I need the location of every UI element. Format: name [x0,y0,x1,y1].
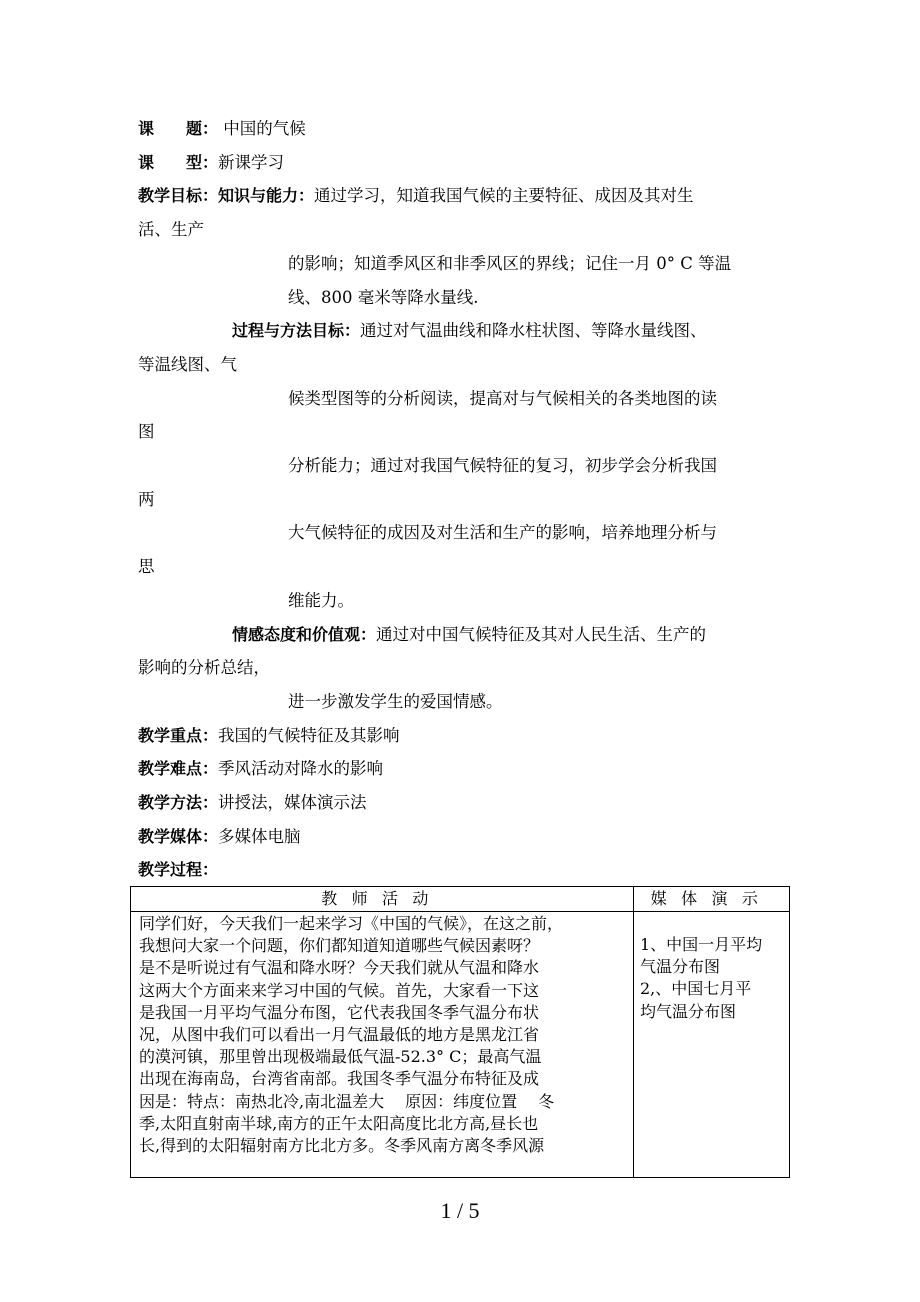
field-text: 讲授法，媒体演示法 [218,793,367,812]
teacher-activity-line: 长,得到的太阳辐射南方比北方多。冬季风南方离冬季风源 [139,1136,545,1156]
teacher-activity-line: 因是：特点：南热北冷,南北温差大 原因：纬度位置 冬 [139,1091,555,1111]
field-text: 季风活动对降水的影响 [218,759,384,779]
media-demo-cell [634,912,790,1178]
document-line [288,692,503,712]
document-line [288,389,717,409]
field-text: 的影响；知道季风区和非季风区的界线；记住一月 0° C 等温 [288,253,732,273]
field-label: 教学难点： [138,759,219,779]
field-text: 新课学习 [218,152,285,172]
teacher-activity-line: 是我国一月平均气温分布图，它代表我国冬季气温分布状 [139,1002,540,1022]
teacher-activity-line: 是不是听说过有气温和降水呀？今天我们就从气温和降水 [139,958,540,978]
field-label: 课 型： [138,152,219,172]
document-line [288,591,354,611]
field-text: 进一步激发学生的爱国情感。 [288,691,503,711]
field-text: 通过学习，知道我国气候的主要特征、成因及其对生 [314,186,694,206]
page-number: 1 / 5 [440,1198,480,1223]
document-line [288,288,478,308]
field-text: 影响的分析总结， [138,658,270,678]
field-label: 课 题： [138,119,219,138]
document-line [138,355,237,375]
field-text: 维能力。 [288,590,354,610]
field-text: 等温线图、气 [138,354,237,374]
field-label: 过程与方法目标： [232,321,361,341]
field-text: 两 [138,489,155,509]
document-line [138,793,367,813]
teacher-activity-cell [131,912,634,1178]
header-media-demo: 媒体演示 [634,887,790,912]
document-line [138,860,218,880]
document-line [232,625,706,645]
document-line [138,658,270,678]
document-line [288,456,717,476]
teacher-activity-line: 我想问大家一个问题，你们都知道知道哪些气候因素呀？ [139,936,540,956]
table-header-row [131,887,790,912]
field-text: 候类型图等的分析阅读，提高对与气候相关的各类地图的读 [288,388,717,408]
field-text: 大气候特征的成因及对生活和生产的影响，培养地理分析与 [288,523,717,543]
media-demo-line: 气温分布图 [640,957,721,977]
teacher-activity-line: 季,太阳直射南半球,南方的正午太阳高度比北方高,昼长也 [139,1113,539,1133]
field-text: 活、生产 [138,220,204,240]
teacher-activity-line: 出现在海南岛，台湾省南部。我国冬季气温分布特征及成 [139,1069,540,1089]
document-line [288,523,717,543]
field-label: 教学过程： [138,860,219,880]
field-text: 图 [138,422,155,442]
document-line [138,220,204,240]
document-line [138,422,155,442]
media-demo-line: 1、中国一月平均 [640,935,763,954]
document-line [138,119,306,139]
document-line [138,153,284,173]
field-text: 通过对中国气候特征及其对人民生活、生产的 [376,624,707,644]
field-label: 教学目标：知识与能力： [138,186,315,206]
field-label: 教学方法： [138,793,219,812]
media-demo-line: 2,、中国七月平 [640,979,752,999]
document-line [138,827,301,847]
document-line [138,490,155,510]
field-text: 分析能力；通过对我国气候特征的复习，初步学会分析我国 [288,456,717,475]
field-text: 我国的气候特征及其影响 [218,725,400,745]
media-demo-line: 均气温分布图 [640,1001,737,1021]
document-line [288,254,731,274]
header-teacher-activity: 教师活动 [131,887,634,912]
field-label: 教学重点： [138,725,219,745]
field-text: 线、800 毫米等降水量线. [288,287,479,307]
document-line [232,321,707,341]
field-text: 多媒体电脑 [218,826,301,846]
teacher-activity-line: 的漠河镇，那里曾出现极端最低气温-52.3° C；最高气温 [139,1047,542,1067]
teacher-activity-line: 同学们好，今天我们一起来学习《中国的气候》，在这之前， [139,914,564,933]
field-text: 思 [138,557,155,577]
teacher-activity-line: 这两大个方面来来学习中国的气候。首先，大家看一下这 [139,980,540,1000]
lesson-process-table [130,886,790,1178]
document-line [138,186,694,206]
field-label: 教学媒体： [138,826,219,846]
document-line [138,726,400,746]
teacher-activity-line: 况，从图中我们可以看出一月气温最低的地方是黑龙江省 [139,1025,540,1045]
field-text: 中国的气候 [218,119,306,138]
document-line [138,557,155,577]
table-row [131,912,790,1178]
document-line [138,759,383,779]
field-label: 情感态度和价值观： [232,624,377,644]
field-text: 通过对气温曲线和降水柱状图、等降水量线图、 [360,321,707,341]
